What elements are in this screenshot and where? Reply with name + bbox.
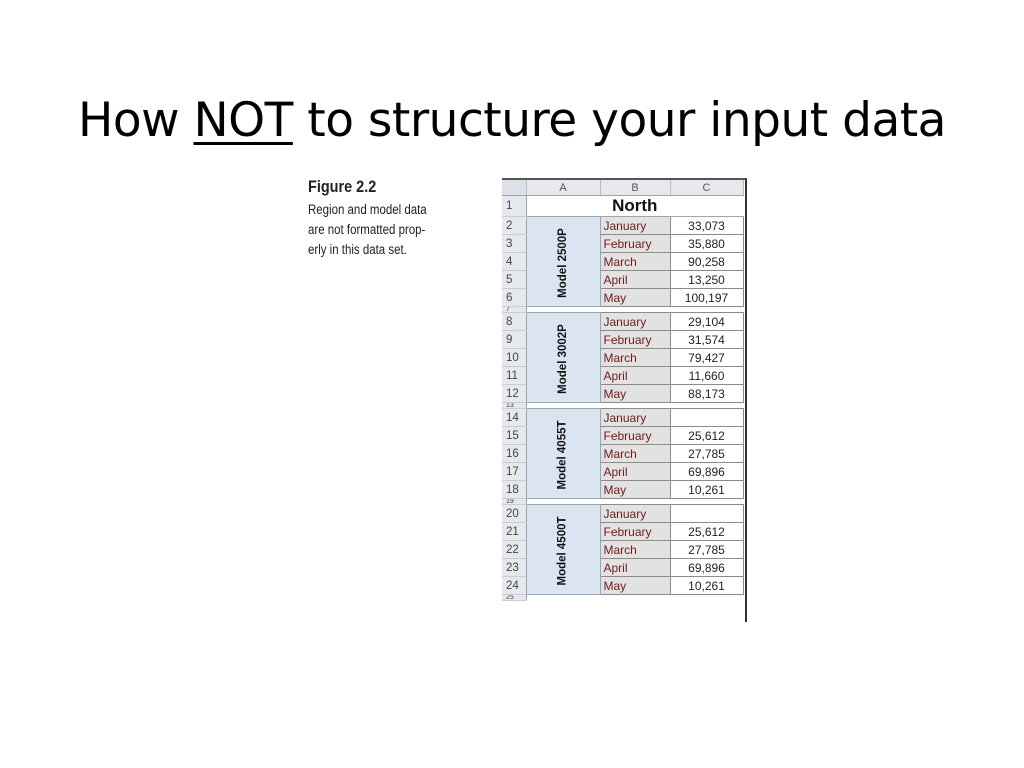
month-cell: May <box>600 577 670 595</box>
row-number: 11 <box>502 367 526 385</box>
model-name: Model 3002P <box>556 323 569 394</box>
row-number: 2 <box>502 217 526 235</box>
caption-line: erly in this data set. <box>308 242 407 257</box>
month-cell: January <box>600 505 670 523</box>
region-title: North <box>526 196 743 217</box>
figure-caption <box>308 177 478 260</box>
row-number: 25 <box>502 595 526 601</box>
empty-cell <box>526 595 743 601</box>
month-cell: January <box>600 217 670 235</box>
value-cell: 27,785 <box>670 445 743 463</box>
column-header: A <box>526 180 600 196</box>
title-before: How <box>78 93 194 149</box>
caption-line: Region and model data <box>308 202 427 217</box>
value-cell: 88,173 <box>670 385 743 403</box>
month-cell: May <box>600 481 670 499</box>
spacer-row <box>502 595 743 601</box>
row-number: 8 <box>502 313 526 331</box>
row-number: 15 <box>502 427 526 445</box>
table-row <box>502 217 743 235</box>
spreadsheet-figure <box>502 178 747 622</box>
row-number: 20 <box>502 505 526 523</box>
row-number: 16 <box>502 445 526 463</box>
title-after: to structure your input data <box>292 93 946 149</box>
value-cell: 25,612 <box>670 427 743 445</box>
month-cell: March <box>600 253 670 271</box>
value-cell: 35,880 <box>670 235 743 253</box>
month-cell: March <box>600 541 670 559</box>
caption-line: are not formatted prop- <box>308 222 426 237</box>
row-number: 12 <box>502 385 526 403</box>
slide-title <box>0 93 1024 148</box>
month-cell: February <box>600 235 670 253</box>
value-cell <box>670 505 743 523</box>
month-cell: February <box>600 523 670 541</box>
month-cell: April <box>600 367 670 385</box>
row-number: 17 <box>502 463 526 481</box>
row-number: 9 <box>502 331 526 349</box>
value-cell: 25,612 <box>670 523 743 541</box>
model-name: Model 4500T <box>557 515 569 586</box>
month-cell: May <box>600 289 670 307</box>
row-number: 5 <box>502 271 526 289</box>
value-cell <box>670 409 743 427</box>
model-label <box>526 217 600 307</box>
row-number: 10 <box>502 349 526 367</box>
spreadsheet-table <box>502 180 744 601</box>
model-label <box>526 313 600 403</box>
month-cell: February <box>600 427 670 445</box>
value-cell: 11,660 <box>670 367 743 385</box>
value-cell: 10,261 <box>670 481 743 499</box>
row-number: 13 <box>502 403 526 409</box>
month-cell: March <box>600 445 670 463</box>
model-label <box>526 409 600 499</box>
row-number: 6 <box>502 289 526 307</box>
select-all-corner <box>502 180 526 196</box>
row-number: 23 <box>502 559 526 577</box>
row-number: 22 <box>502 541 526 559</box>
row-number: 21 <box>502 523 526 541</box>
figure-label: Figure 2.2 <box>308 177 377 196</box>
month-cell: January <box>600 313 670 331</box>
value-cell: 31,574 <box>670 331 743 349</box>
value-cell: 13,250 <box>670 271 743 289</box>
value-cell: 29,104 <box>670 313 743 331</box>
table-row <box>502 313 743 331</box>
value-cell: 10,261 <box>670 577 743 595</box>
row-number: 19 <box>502 499 526 505</box>
row-number: 3 <box>502 235 526 253</box>
column-header: C <box>670 180 743 196</box>
table-row <box>502 409 743 427</box>
value-cell: 69,896 <box>670 463 743 481</box>
title-emphasis: NOT <box>193 93 293 149</box>
month-cell: January <box>600 409 670 427</box>
row-number: 18 <box>502 481 526 499</box>
month-cell: May <box>600 385 670 403</box>
column-header-row <box>502 180 743 196</box>
row-number: 24 <box>502 577 526 595</box>
row-number: 14 <box>502 409 526 427</box>
model-name: Model 4055T <box>557 419 569 490</box>
value-cell: 69,896 <box>670 559 743 577</box>
month-cell: April <box>600 559 670 577</box>
model-name: Model 2500P <box>556 227 569 298</box>
month-cell: February <box>600 331 670 349</box>
value-cell: 79,427 <box>670 349 743 367</box>
table-row <box>502 505 743 523</box>
row-number: 1 <box>502 196 526 217</box>
value-cell: 90,258 <box>670 253 743 271</box>
table-row <box>502 196 743 217</box>
column-header: B <box>600 180 670 196</box>
figure-description <box>308 200 453 260</box>
row-number: 4 <box>502 253 526 271</box>
month-cell: April <box>600 463 670 481</box>
month-cell: April <box>600 271 670 289</box>
value-cell: 27,785 <box>670 541 743 559</box>
month-cell: March <box>600 349 670 367</box>
value-cell: 100,197 <box>670 289 743 307</box>
model-label <box>526 505 600 595</box>
row-number: 7 <box>502 307 526 313</box>
value-cell: 33,073 <box>670 217 743 235</box>
